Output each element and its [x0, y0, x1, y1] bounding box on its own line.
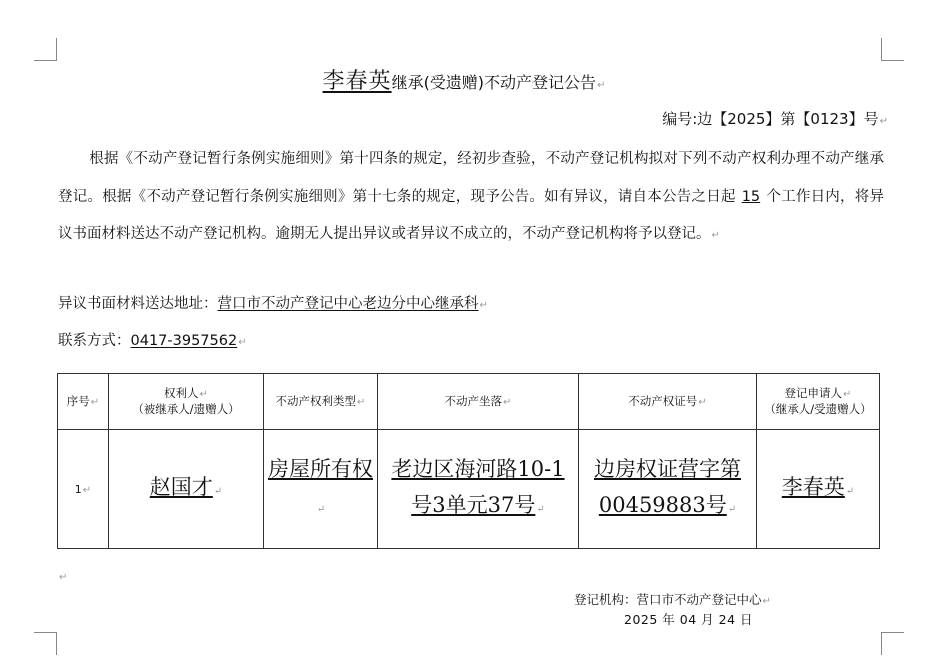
page-corner-mark: [881, 38, 904, 61]
objection-address: [58, 292, 488, 313]
empty-paragraph: [58, 565, 67, 584]
cell-cert-no: 边房权证营字第00459883号↵: [579, 430, 757, 549]
objection-days: 15: [741, 188, 761, 205]
cell-location: 老边区海河路10-1号3单元37号↵: [378, 430, 579, 549]
cell-holder: 赵国才↵: [109, 430, 264, 549]
table-row: [58, 430, 880, 549]
header-location: 不动产坐落↵: [378, 374, 579, 430]
table-header-row: [58, 374, 880, 430]
phone-label: 联系方式：: [58, 333, 131, 349]
notice-paragraph: [58, 141, 884, 255]
header-right-type: 不动产权利类型↵: [264, 374, 378, 430]
title-applicant-name: 李春英: [322, 69, 392, 94]
page-corner-mark: [34, 38, 57, 61]
page-corner-mark: [34, 632, 57, 655]
header-holder: 权利人↵ （被继承人/遗赠人）: [109, 374, 264, 430]
paragraph-mark-icon: ↵: [479, 300, 488, 311]
phone-value: 0417-3957562: [130, 333, 238, 349]
paragraph-mark-icon: ↵: [711, 230, 720, 241]
header-applicant: 登记申请人↵ （继承人/受遗赠人）: [757, 374, 880, 430]
notice-date: 2025 年 04 月 24 日: [624, 612, 753, 627]
paragraph-mark-icon: ↵: [59, 572, 68, 583]
notice-text-part2: 个工作日内，将异议书面材料送达不动产登记机构。逾期无人提出异议或者异议不成立的，不动产登记机构将予以登记。: [58, 188, 884, 242]
cell-right-type: 房屋所有权↵: [264, 430, 378, 549]
paragraph-mark-icon: ↵: [762, 596, 771, 607]
address-value: 营口市不动产登记中心老边分中心继承科: [217, 296, 479, 312]
paragraph-mark-icon: ↵: [238, 337, 247, 348]
header-serial: 序号↵: [58, 374, 109, 430]
registration-table: [57, 373, 880, 549]
contact-info: [58, 329, 247, 350]
address-label: 异议书面材料送达地址：: [58, 296, 218, 312]
paragraph-mark-icon: ↵: [597, 80, 606, 91]
document-title: [0, 64, 928, 95]
cell-serial: 1↵: [58, 430, 109, 549]
paragraph-mark-icon: ↵: [879, 116, 888, 127]
header-cert-no: 不动产权证号↵: [579, 374, 757, 430]
document-number: 编号:边【2025】第【0123】号↵: [662, 110, 888, 128]
title-text: 继承(受遗赠)不动产登记公告: [391, 73, 597, 92]
registration-authority: 登记机构：营口市不动产登记中心↵: [574, 592, 771, 607]
notice-text-part1: 根据《不动产登记暂行条例实施细则》第十四条的规定，经初步查验，不动产登记机构拟对下列不动产权利办理不动产继承登记。根据《不动产登记暂行条例实施细则》第十七条的规定，现予公告。如有异议，请自本公告之日起: [58, 151, 884, 205]
page-corner-mark: [881, 632, 904, 655]
cell-applicant: 李春英↵: [757, 430, 880, 549]
